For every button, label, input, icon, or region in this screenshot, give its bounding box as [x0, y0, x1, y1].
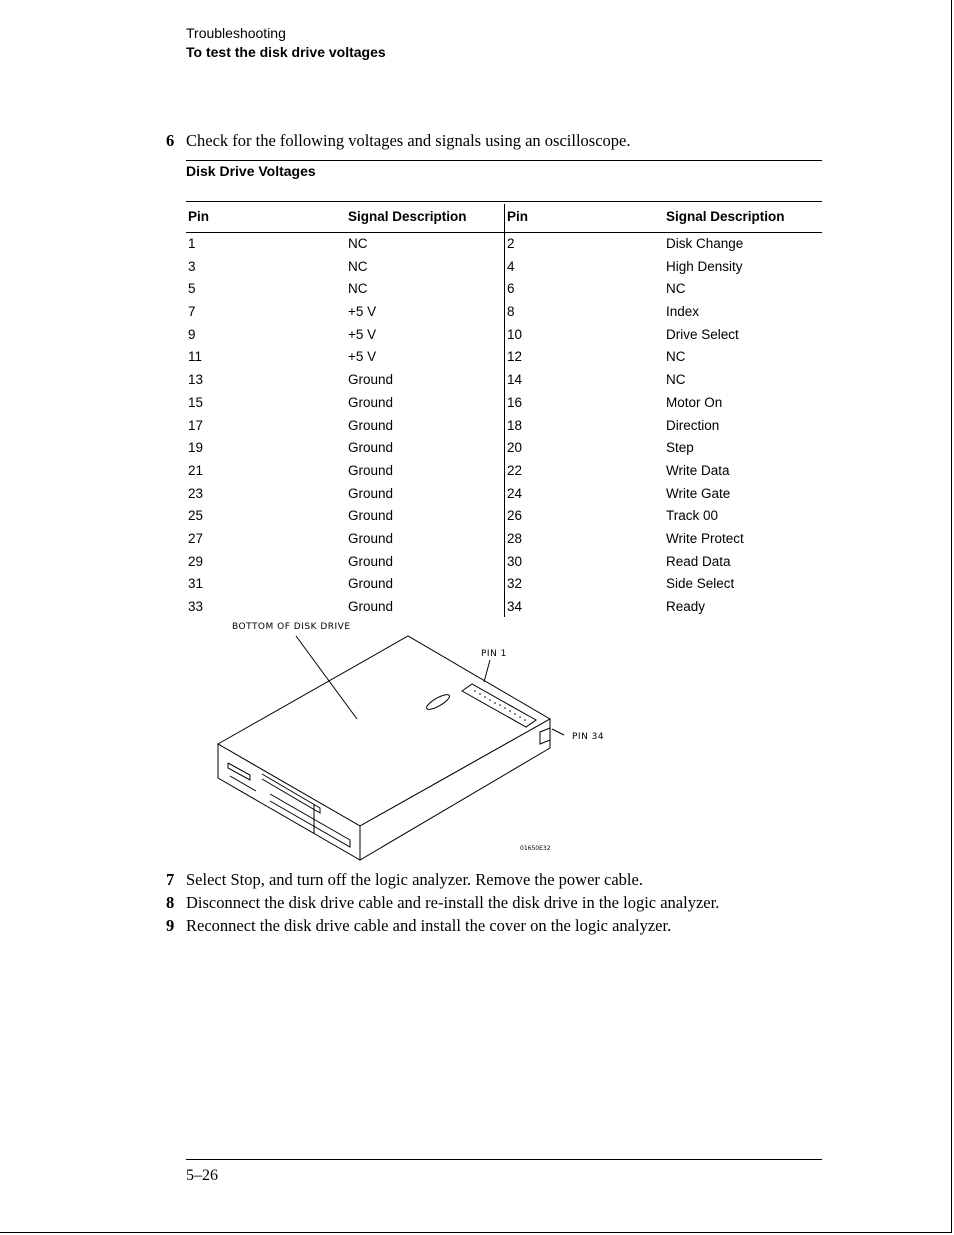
footer-rule: [186, 1159, 822, 1160]
cell-pin-right: 2: [507, 236, 515, 251]
page-number: 5–26: [186, 1167, 218, 1184]
cell-pin-left: 23: [188, 485, 204, 501]
cell-signal-right: Write Protect: [666, 530, 744, 546]
cell-pin-right: 34: [507, 599, 523, 614]
table-row: [186, 323, 822, 346]
cell-signal-left: +5 V: [348, 326, 377, 342]
cell-signal-left: +5 V: [348, 304, 377, 320]
cell-signal-right: Track 00: [666, 508, 719, 524]
disk-drive-figure: [210, 616, 610, 869]
header-signal-left: Signal Description: [348, 209, 467, 224]
cell-signal-left: +5 V: [348, 349, 377, 365]
page-border-bottom: [0, 1232, 952, 1233]
disk-drive-illustration: [210, 616, 610, 864]
cell-pin-right: 6: [507, 281, 515, 297]
cell-pin-right: 30: [507, 553, 523, 569]
cell-pin-right: 4: [507, 258, 515, 274]
cell-pin-right: 18: [507, 417, 523, 433]
cell-pin-left: 5: [188, 281, 196, 297]
cell-pin-right: 32: [507, 576, 523, 592]
page-border-right: [951, 0, 952, 1233]
cell-pin-right: 12: [507, 349, 523, 365]
cell-pin-right: 8: [507, 304, 515, 320]
header-pin-right: Pin: [507, 209, 529, 224]
table-title: Disk Drive Voltages: [186, 163, 316, 179]
running-header: [186, 24, 386, 62]
cell-signal-right: NC: [666, 372, 686, 388]
cell-signal-left: Ground: [348, 485, 394, 501]
table-row: [186, 391, 822, 414]
cell-signal-left: NC: [348, 258, 368, 274]
cell-pin-right: 26: [507, 508, 523, 524]
cell-signal-right: Read Data: [666, 553, 731, 569]
cell-pin-left: 3: [188, 258, 196, 274]
cell-signal-right: NC: [666, 349, 686, 365]
header-subsection: To test the disk drive voltages: [186, 44, 386, 60]
table-header-row: [186, 204, 822, 232]
step-7: [166, 869, 643, 891]
header-pin-left: Pin: [188, 209, 210, 224]
cell-signal-left: Ground: [348, 599, 394, 614]
label-bottom-of-disk-drive: BOTTOM OF DISK DRIVE: [232, 622, 351, 632]
table-row: [186, 232, 822, 255]
table-row: [186, 277, 822, 300]
cell-pin-left: 25: [188, 508, 204, 524]
step-number: 8: [166, 893, 175, 912]
cell-pin-left: 11: [188, 349, 203, 365]
cell-pin-right: 22: [507, 462, 523, 478]
cell-pin-right: 14: [507, 372, 523, 388]
disk-drive-voltages-table: [186, 204, 822, 618]
cell-signal-left: Ground: [348, 553, 394, 569]
cell-pin-left: 13: [188, 372, 204, 388]
table-row: [186, 345, 822, 368]
cell-signal-left: NC: [348, 236, 368, 251]
cell-signal-left: Ground: [348, 394, 394, 410]
step-text: Disconnect the disk drive cable and re-install the disk drive in the logic analyzer.: [186, 893, 720, 912]
cell-signal-left: Ground: [348, 576, 394, 592]
table-row: [186, 572, 822, 595]
cell-signal-right: NC: [666, 281, 686, 297]
table-row: [186, 595, 822, 618]
cell-signal-right: Motor On: [666, 394, 723, 410]
table-row: [186, 504, 822, 527]
cell-signal-left: Ground: [348, 508, 394, 524]
table-row: [186, 527, 822, 550]
cell-signal-left: NC: [348, 281, 368, 297]
header-signal-right: Signal Description: [666, 209, 785, 224]
cell-signal-left: Ground: [348, 417, 394, 433]
step-number: 6: [166, 131, 175, 150]
figure-code: 01650E32: [520, 845, 551, 852]
table-body: [186, 232, 822, 618]
cell-pin-left: 29: [188, 553, 204, 569]
step-6: [166, 130, 631, 152]
step-number: 9: [166, 916, 175, 935]
table-row: [186, 550, 822, 573]
cell-pin-left: 1: [188, 236, 196, 251]
cell-signal-left: Ground: [348, 440, 394, 456]
cell-pin-right: 10: [507, 326, 523, 342]
table-row: [186, 414, 822, 437]
step-text: Reconnect the disk drive cable and install the cover on the logic analyzer.: [186, 916, 672, 935]
cell-pin-left: 27: [188, 530, 204, 546]
step-9: [166, 915, 671, 937]
cell-signal-right: Disk Change: [666, 236, 744, 251]
table-row: [186, 255, 822, 278]
step-8: [166, 892, 719, 914]
cell-pin-right: 16: [507, 394, 523, 410]
table-row: [186, 482, 822, 505]
cell-pin-left: 33: [188, 599, 204, 614]
cell-signal-left: Ground: [348, 372, 394, 388]
table-top-rule: [186, 160, 822, 161]
table-header-top-rule: [186, 201, 822, 202]
cell-signal-right: Write Gate: [666, 485, 731, 501]
step-number: 7: [166, 870, 175, 889]
cell-signal-right: Index: [666, 304, 700, 320]
cell-signal-right: Write Data: [666, 462, 730, 478]
header-section: Troubleshooting: [186, 25, 286, 41]
step-text: Check for the following voltages and signals using an oscilloscope.: [186, 131, 631, 150]
table-row: [186, 300, 822, 323]
cell-pin-right: 20: [507, 440, 523, 456]
cell-signal-right: Drive Select: [666, 326, 739, 342]
cell-pin-left: 7: [188, 304, 196, 320]
cell-pin-left: 17: [188, 417, 204, 433]
cell-pin-left: 15: [188, 394, 204, 410]
cell-signal-right: Ready: [666, 599, 706, 614]
cell-signal-right: High Density: [666, 258, 743, 274]
cell-signal-left: Ground: [348, 462, 394, 478]
cell-pin-left: 9: [188, 326, 196, 342]
label-pin-1: PIN 1: [481, 649, 507, 659]
cell-pin-left: 19: [188, 440, 204, 456]
table-row: [186, 436, 822, 459]
step-text: Select Stop, and turn off the logic analyzer. Remove the power cable.: [186, 870, 643, 889]
cell-pin-right: 28: [507, 530, 523, 546]
label-pin-34: PIN 34: [572, 732, 605, 742]
cell-signal-right: Step: [666, 440, 694, 456]
cell-signal-right: Direction: [666, 417, 720, 433]
cell-pin-left: 31: [188, 576, 204, 592]
cell-pin-right: 24: [507, 485, 523, 501]
table-row: [186, 459, 822, 482]
cell-signal-right: Side Select: [666, 576, 735, 592]
cell-signal-left: Ground: [348, 530, 394, 546]
table-row: [186, 368, 822, 391]
cell-pin-left: 21: [188, 462, 204, 478]
